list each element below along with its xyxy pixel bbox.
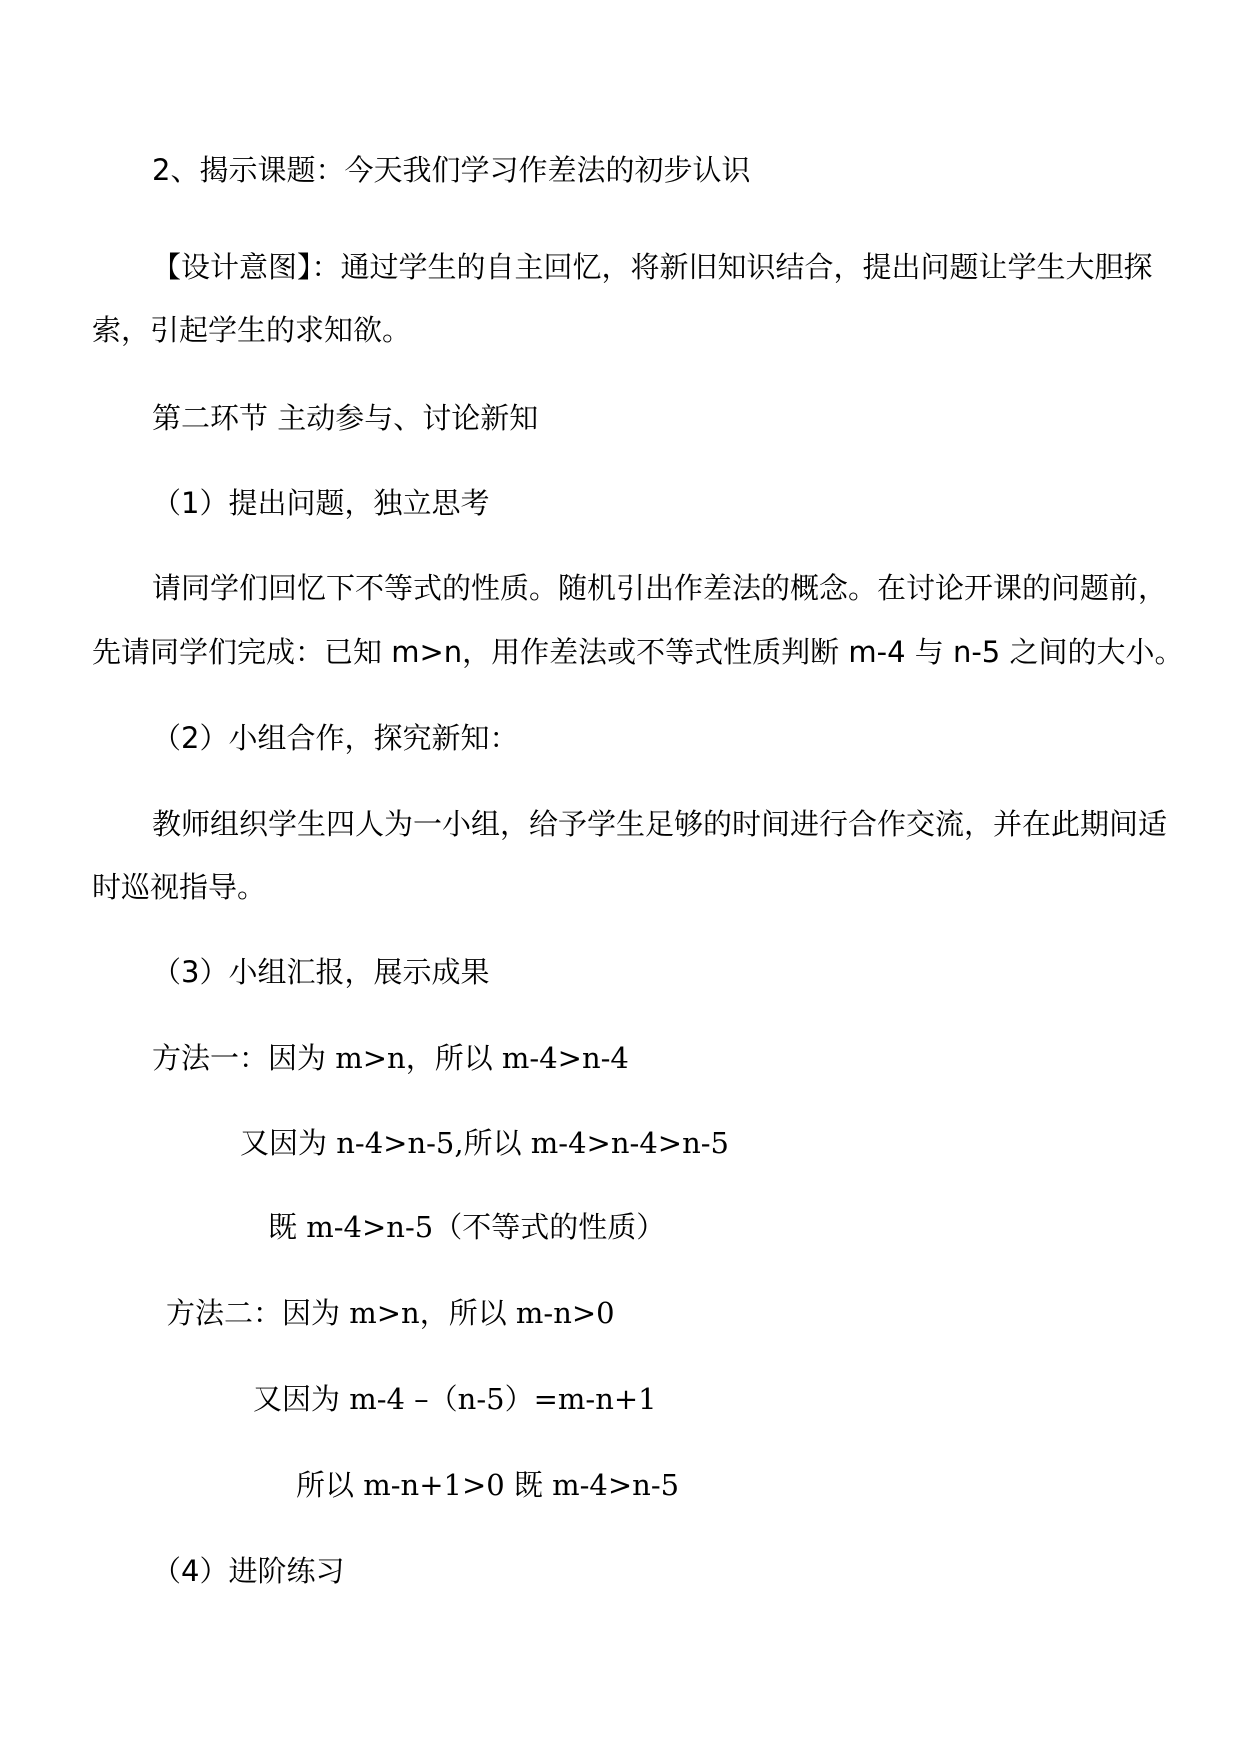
design-intent-line-2: 索，引起学生的求知欲。 <box>92 313 412 347</box>
method-2-line-3: 所以 m-n+1>0 既 m-4>n-5 <box>296 1468 680 1502</box>
method-1-line-2: 又因为 n-4>n-5,所以 m-4>n-4>n-5 <box>240 1126 730 1160</box>
step-3-heading: （3）小组汇报，展示成果 <box>152 955 490 989</box>
step-1-heading: （1）提出问题，独立思考 <box>152 486 490 520</box>
method-2-line-1: 方法二：因为 m>n，所以 m-n>0 <box>166 1296 615 1330</box>
method-2-line-2: 又因为 m-4 –（n-5）=m-n+1 <box>253 1382 657 1416</box>
method-1-line-3: 既 m-4>n-5（不等式的性质） <box>268 1210 666 1244</box>
step-4-heading: （4）进阶练习 <box>152 1554 345 1588</box>
paragraph-line-3: 教师组织学生四人为一小组，给予学生足够的时间进行合作交流，并在此期间适 <box>152 807 1168 841</box>
paragraph-line-1: 请同学们回忆下不等式的性质。随机引出作差法的概念。在讨论开课的问题前， <box>152 571 1168 605</box>
paragraph-line-4: 时巡视指导。 <box>92 870 267 904</box>
step-2-heading: （2）小组合作，探究新知： <box>152 721 519 755</box>
method-1-line-1: 方法一：因为 m>n，所以 m-4>n-4 <box>152 1041 629 1075</box>
design-intent-line-1: 【设计意图】：通过学生的自主回忆，将新旧知识结合，提出问题让学生大胆探 <box>152 250 1153 284</box>
section-heading-second-stage: 第二环节 主动参与、讨论新知 <box>152 401 539 435</box>
paragraph-line-2: 先请同学们完成：已知 m>n，用作差法或不等式性质判断 m-4 与 n-5 之间的大小。 <box>92 635 1184 669</box>
subheading-reveal-topic: 2、揭示课题：今天我们学习作差法的初步认识 <box>152 153 751 187</box>
